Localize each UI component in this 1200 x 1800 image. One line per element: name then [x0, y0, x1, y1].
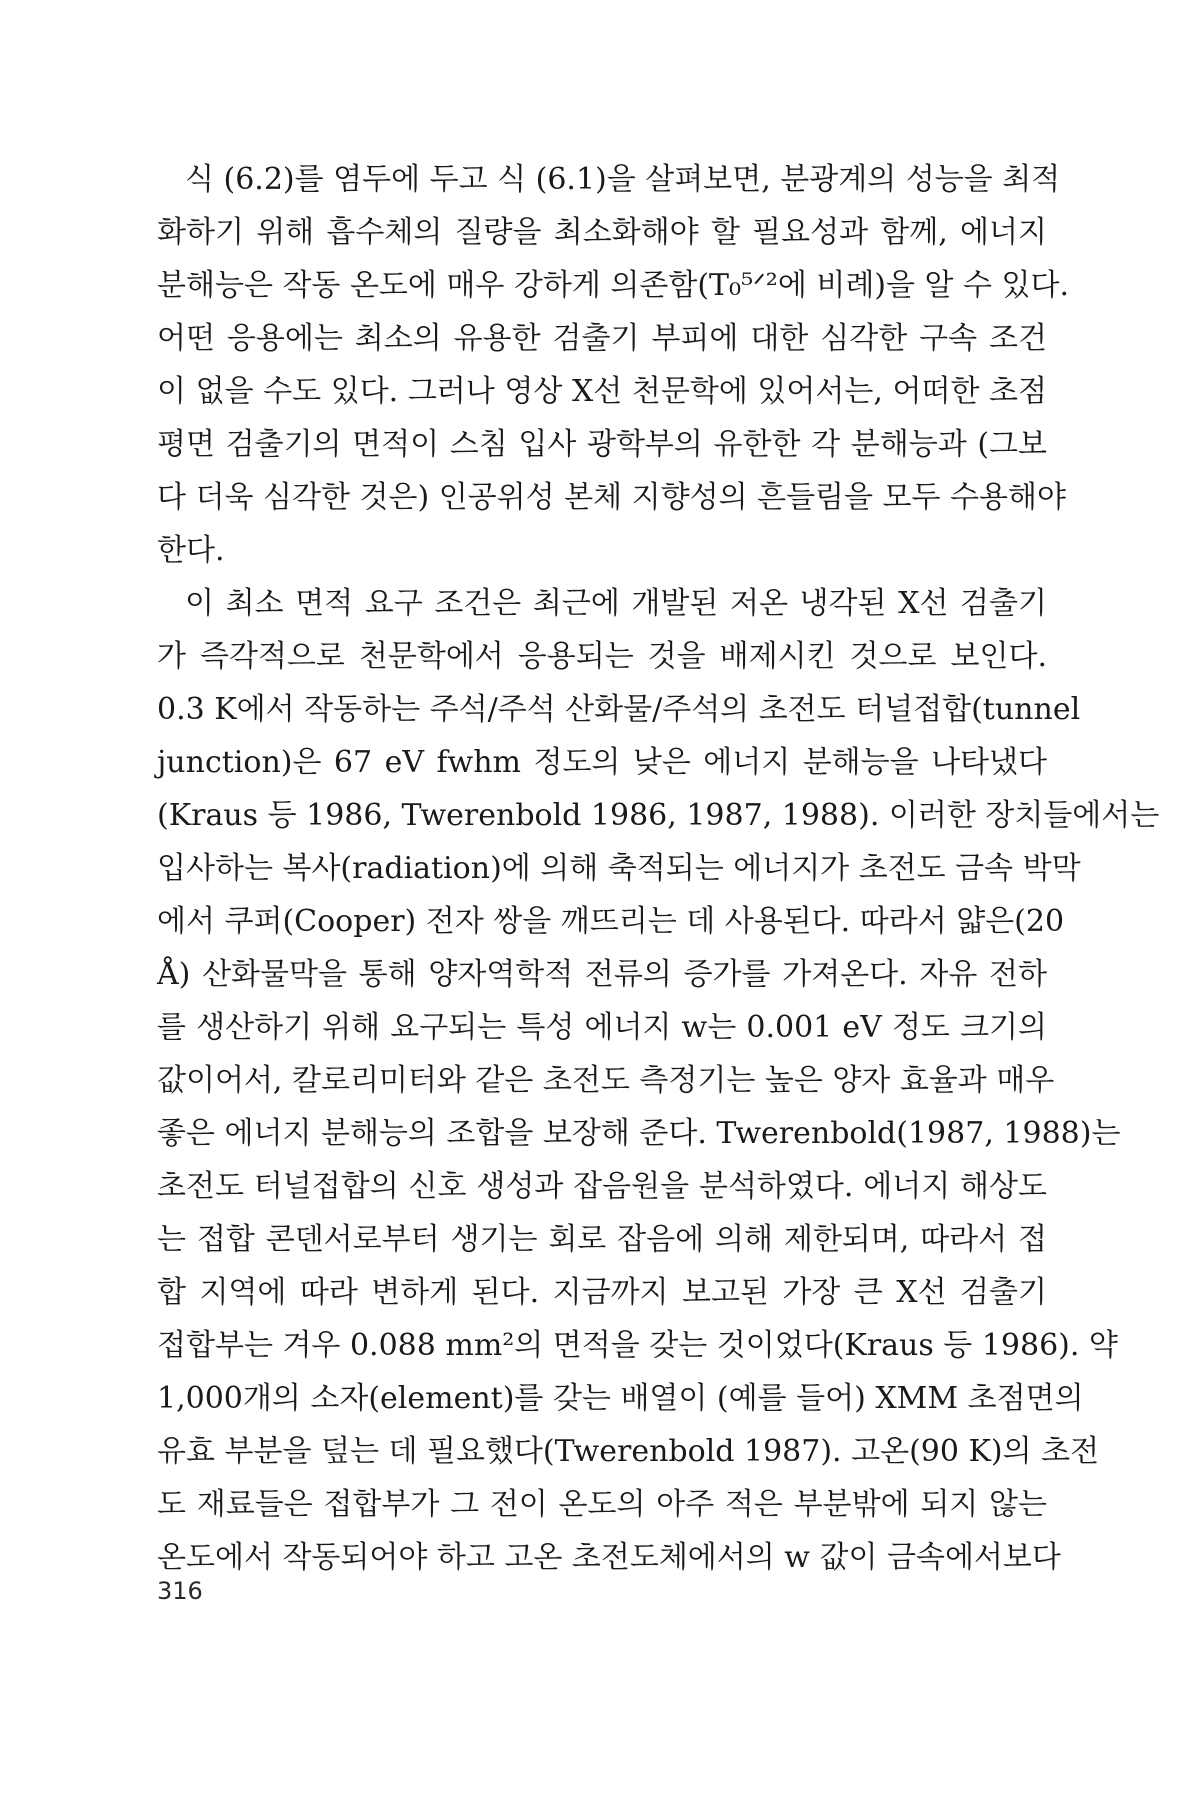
text-line: 화하기 위해 흡수체의 질량을 최소화해야 할 필요성과 함께, 에너지	[157, 215, 1047, 250]
text-line: 온도에서 작동되어야 하고 고온 초전도체에서의 w 값이 금속에서보다	[157, 1540, 1061, 1575]
text-line: 접합부는 겨우 0.088 mm²의 면적을 갖는 것이었다(Kraus 등 1986). 약	[157, 1328, 1118, 1363]
text-line: 분해능은 작동 온도에 매우 강하게 의존함(T₀⁵ᐟ²에 비례)을 알 수 있다.	[157, 268, 1070, 303]
text-line: 다 더욱 심각한 것은) 인공위성 본체 지향성의 흔들림을 모두 수용해야	[157, 480, 1066, 515]
text-line: 좋은 에너지 분해능의 조합을 보장해 준다. Twerenbold(1987, 1988)는	[157, 1116, 1121, 1151]
text-line: junction)은 67 eV fwhm 정도의 낮은 에너지 분해능을 나타냈다	[157, 745, 1047, 780]
text-line: Å) 산화물막을 통해 양자역학적 전류의 증가를 가져온다. 자유 전하	[157, 957, 1047, 992]
text-line: 유효 부분을 덮는 데 필요했다(Twerenbold 1987). 고온(90 K)의 초전	[157, 1434, 1100, 1469]
text-line: 이 없을 수도 있다. 그러나 영상 X선 천문학에 있어서는, 어떠한 초점	[157, 374, 1047, 409]
text-line: 평면 검출기의 면적이 스침 입사 광학부의 유한한 각 분해능과 (그보	[157, 427, 1047, 462]
text-line: 합 지역에 따라 변하게 된다. 지금까지 보고된 가장 큰 X선 검출기	[157, 1275, 1047, 1310]
text-line: 0.3 K에서 작동하는 주석/주석 산화물/주석의 초전도 터널접합(tunnel	[157, 692, 1081, 727]
text-line: (Kraus 등 1986, Twerenbold 1986, 1987, 1988). 이러한 장치들에서는	[157, 798, 1160, 833]
text-line: 에서 쿠퍼(Cooper) 전자 쌍을 깨뜨리는 데 사용된다. 따라서 얇은(20	[157, 904, 1065, 939]
text-line: 한다.	[157, 533, 225, 568]
text-line: 1,000개의 소자(element)를 갖는 배열이 (예를 들어) XMM 초점면의	[157, 1381, 1084, 1416]
text-line: 식 (6.2)를 염두에 두고 식 (6.1)을 살펴보면, 분광계의 성능을 최적	[185, 162, 1061, 197]
text-line: 어떤 응용에는 최소의 유용한 검출기 부피에 대한 심각한 구속 조건	[157, 321, 1047, 356]
text-line: 초전도 터널접합의 신호 생성과 잡음원을 분석하였다. 에너지 해상도	[157, 1169, 1047, 1204]
text-line: 는 접합 콘덴서로부터 생기는 회로 잡음에 의해 제한되며, 따라서 접	[157, 1222, 1047, 1257]
text-line: 를 생산하기 위해 요구되는 특성 에너지 w는 0.001 eV 정도 크기의	[157, 1010, 1047, 1045]
text-line: 이 최소 면적 요구 조건은 최근에 개발된 저온 냉각된 X선 검출기	[185, 586, 1047, 621]
page-number: 316	[157, 1577, 203, 1605]
text-line: 가 즉각적으로 천문학에서 응용되는 것을 배제시킨 것으로 보인다.	[157, 639, 1047, 674]
text-line: 도 재료들은 접합부가 그 전이 온도의 아주 적은 부분밖에 되지 않는	[157, 1487, 1047, 1522]
text-line: 입사하는 복사(radiation)에 의해 축적되는 에너지가 초전도 금속 박막	[157, 851, 1081, 886]
text-line: 값이어서, 칼로리미터와 같은 초전도 측정기는 높은 양자 효율과 매우	[157, 1063, 1055, 1098]
